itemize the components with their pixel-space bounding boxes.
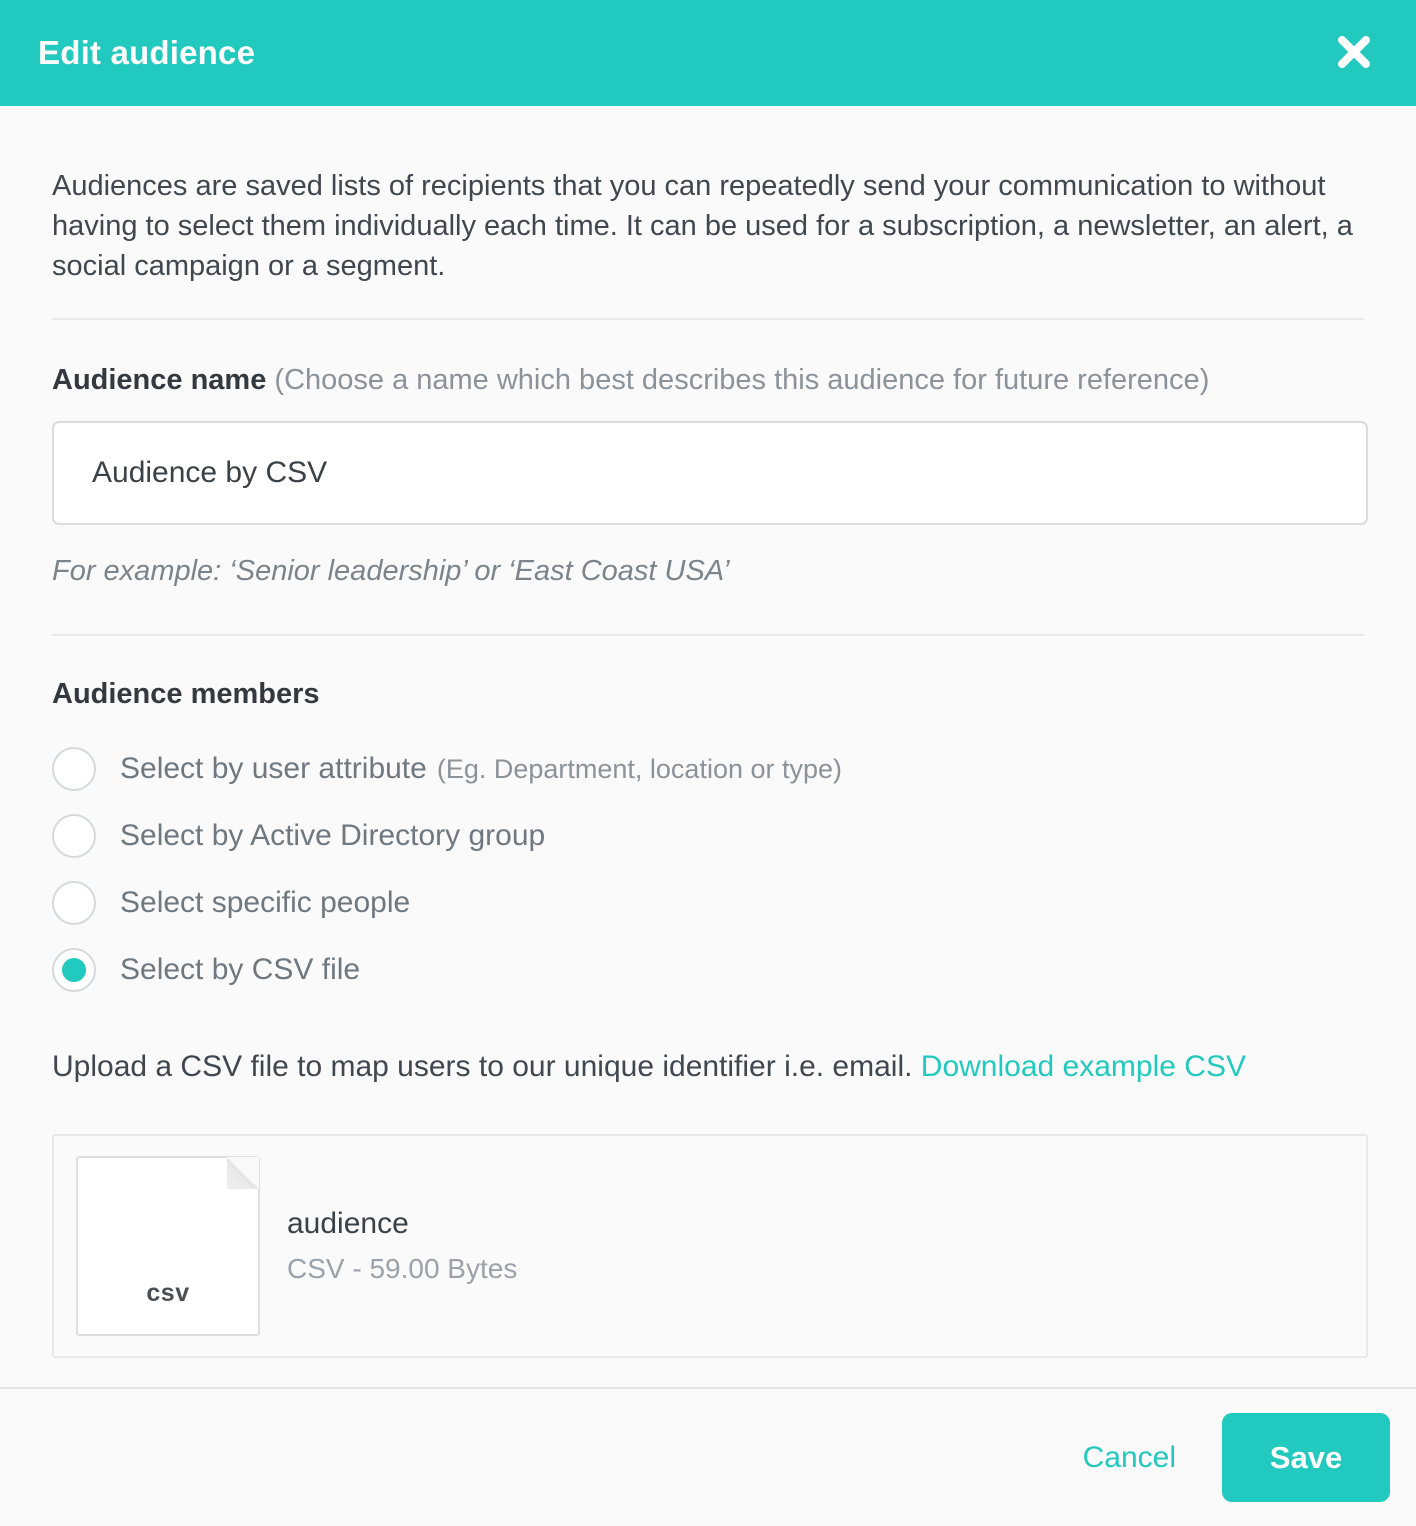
file-type-label: csv (146, 1279, 190, 1307)
radio-icon (52, 814, 96, 858)
file-name: audience (287, 1207, 409, 1240)
uploaded-file-card[interactable] (52, 1134, 1368, 1358)
radio-icon (52, 881, 96, 925)
upload-instruction (52, 1050, 1364, 1084)
radio-option-specific-people[interactable] (52, 881, 1364, 925)
radio-option-csv-file[interactable] (52, 948, 1364, 992)
radio-icon (52, 747, 96, 791)
upload-instruction-text: Upload a CSV file to map users to our unique identifier i.e. email. (52, 1050, 921, 1083)
file-info (287, 1207, 517, 1285)
radio-option-hint: (Eg. Department, location or type) (436, 753, 843, 784)
download-example-csv-link[interactable]: Download example CSV (920, 1050, 1246, 1083)
modal-header (0, 0, 1416, 106)
file-meta: CSV - 59.00 Bytes (287, 1253, 518, 1284)
page-fold-corner (227, 1157, 259, 1189)
intro-text: Audiences are saved lists of recipients that you can repeatedly send your communication to without having to select them individually each time. It can be used for a subscription, a newsletter, an alert, a social campaign or a segment. (52, 170, 1353, 282)
radio-selected-icon (52, 948, 96, 992)
modal-body (0, 106, 1416, 1387)
audience-name-example: For example: ‘Senior leadership’ or ‘East Coast USA’ (52, 555, 730, 587)
divider (52, 634, 1364, 636)
audience-name-label: Audience name (52, 364, 267, 396)
audience-members-label: Audience members (52, 678, 320, 710)
audience-name-hint: (Choose a name which best describes this audience for future reference) (274, 364, 1210, 396)
radio-option-active-directory-group[interactable] (52, 814, 1364, 858)
modal-footer (0, 1389, 1416, 1526)
divider (52, 318, 1364, 320)
radio-option-label: Select by CSV file (120, 953, 361, 986)
radio-option-label: Select by user attribute (120, 752, 427, 785)
csv-file-icon (76, 1156, 260, 1336)
audience-members-radio-group (52, 747, 1364, 992)
radio-option-label: Select specific people (120, 886, 411, 919)
save-button[interactable]: Save (1222, 1413, 1390, 1502)
close-button[interactable] (1332, 31, 1376, 75)
cancel-button[interactable]: Cancel (1082, 1440, 1176, 1474)
radio-option-user-attribute[interactable] (52, 747, 1364, 791)
close-icon (1336, 34, 1372, 73)
modal-title: Edit audience (38, 34, 256, 71)
radio-option-label: Select by Active Directory group (120, 819, 546, 852)
audience-name-label-row (52, 364, 1364, 397)
audience-name-input[interactable] (52, 421, 1368, 525)
